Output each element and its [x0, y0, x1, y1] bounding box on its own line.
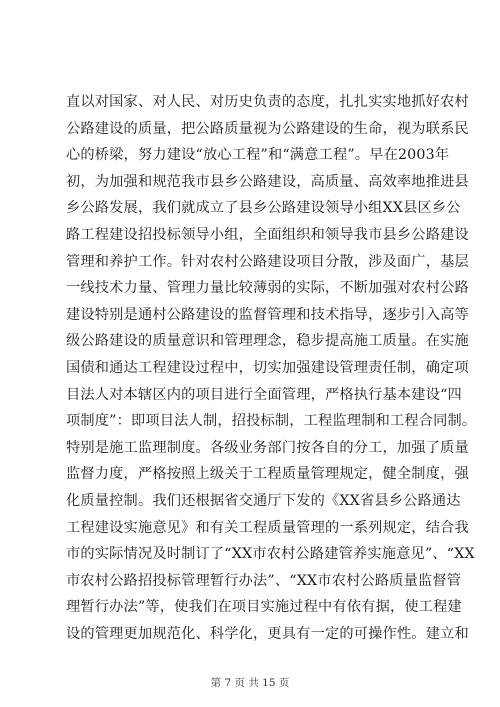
page-footer: [0, 676, 500, 690]
text-line: 项制度”：即项目法人制，招投标制，工程监理制和工程合同制。: [66, 413, 477, 430]
text-line: 监督力度，严格按照上级关于工程质量管理规定，健全制度，强: [66, 466, 469, 483]
text-line: 级公路建设的质量意识和管理理念，稳步提高施工质量。在实施: [66, 333, 469, 350]
page-number-label: 第 7 页 共 15 页: [210, 677, 290, 689]
text-line: 建设特别是通村公路建设的监督管理和技术指导，逐步引入高等: [66, 306, 469, 323]
text-line: 管理和养护工作。针对农村公路建设项目分散，涉及面广，基层: [66, 253, 469, 270]
text-line: 路工程建设招投标领导小组，全面组织和领导我市县乡公路建设: [66, 226, 469, 243]
text-line: 市农村公路招投标管理暂行办法”、“XX市农村公路质量监督管: [66, 572, 462, 589]
text-line: 心的桥梁，努力建设“放心工程”和“满意工程”。早在2003年: [66, 147, 450, 164]
text-line: 化质量控制。我们还根据省交通厅下发的《XX省县乡公路通达: [66, 492, 461, 509]
text-line: 国债和通达工程建设过程中，切实加强建设管理责任制，确定项: [66, 359, 469, 376]
text-line: 理暂行办法”等，使我们在项目实施过程中有依有据，使工程建: [66, 599, 462, 616]
text-line: 公路建设的质量，把公路质量视为公路建设的生命，视为联系民: [66, 120, 469, 137]
text-line: 工程建设实施意见》和有关工程质量管理的一系列规定，结合我: [66, 519, 469, 536]
text-line: 市的实际情况及时制订了“XX市农村公路建管养实施意见”、“XX: [66, 546, 475, 563]
text-line: 特别是施工监理制度。各级业务部门按各自的分工，加强了质量: [66, 439, 469, 456]
text-line: 初，为加强和规范我市县乡公路建设，高质量、高效率地推进县: [66, 173, 469, 190]
text-line: 乡公路发展，我们就成立了县乡公路建设领导小组XX县区乡公: [66, 200, 461, 217]
text-line: 一线技术力量、管理力量比较薄弱的实际，不断加强对农村公路: [66, 280, 469, 297]
body-text: [66, 89, 477, 647]
text-line: 设的管理更加规范化、科学化，更具有一定的可操作性。建立和: [66, 625, 469, 642]
text-line: 目法人对本辖区内的项目进行全面管理，严格执行基本建设“四: [66, 386, 462, 403]
text-line: 直以对国家、对人民、对历史负责的态度，扎扎实实地抓好农村: [66, 94, 469, 110]
